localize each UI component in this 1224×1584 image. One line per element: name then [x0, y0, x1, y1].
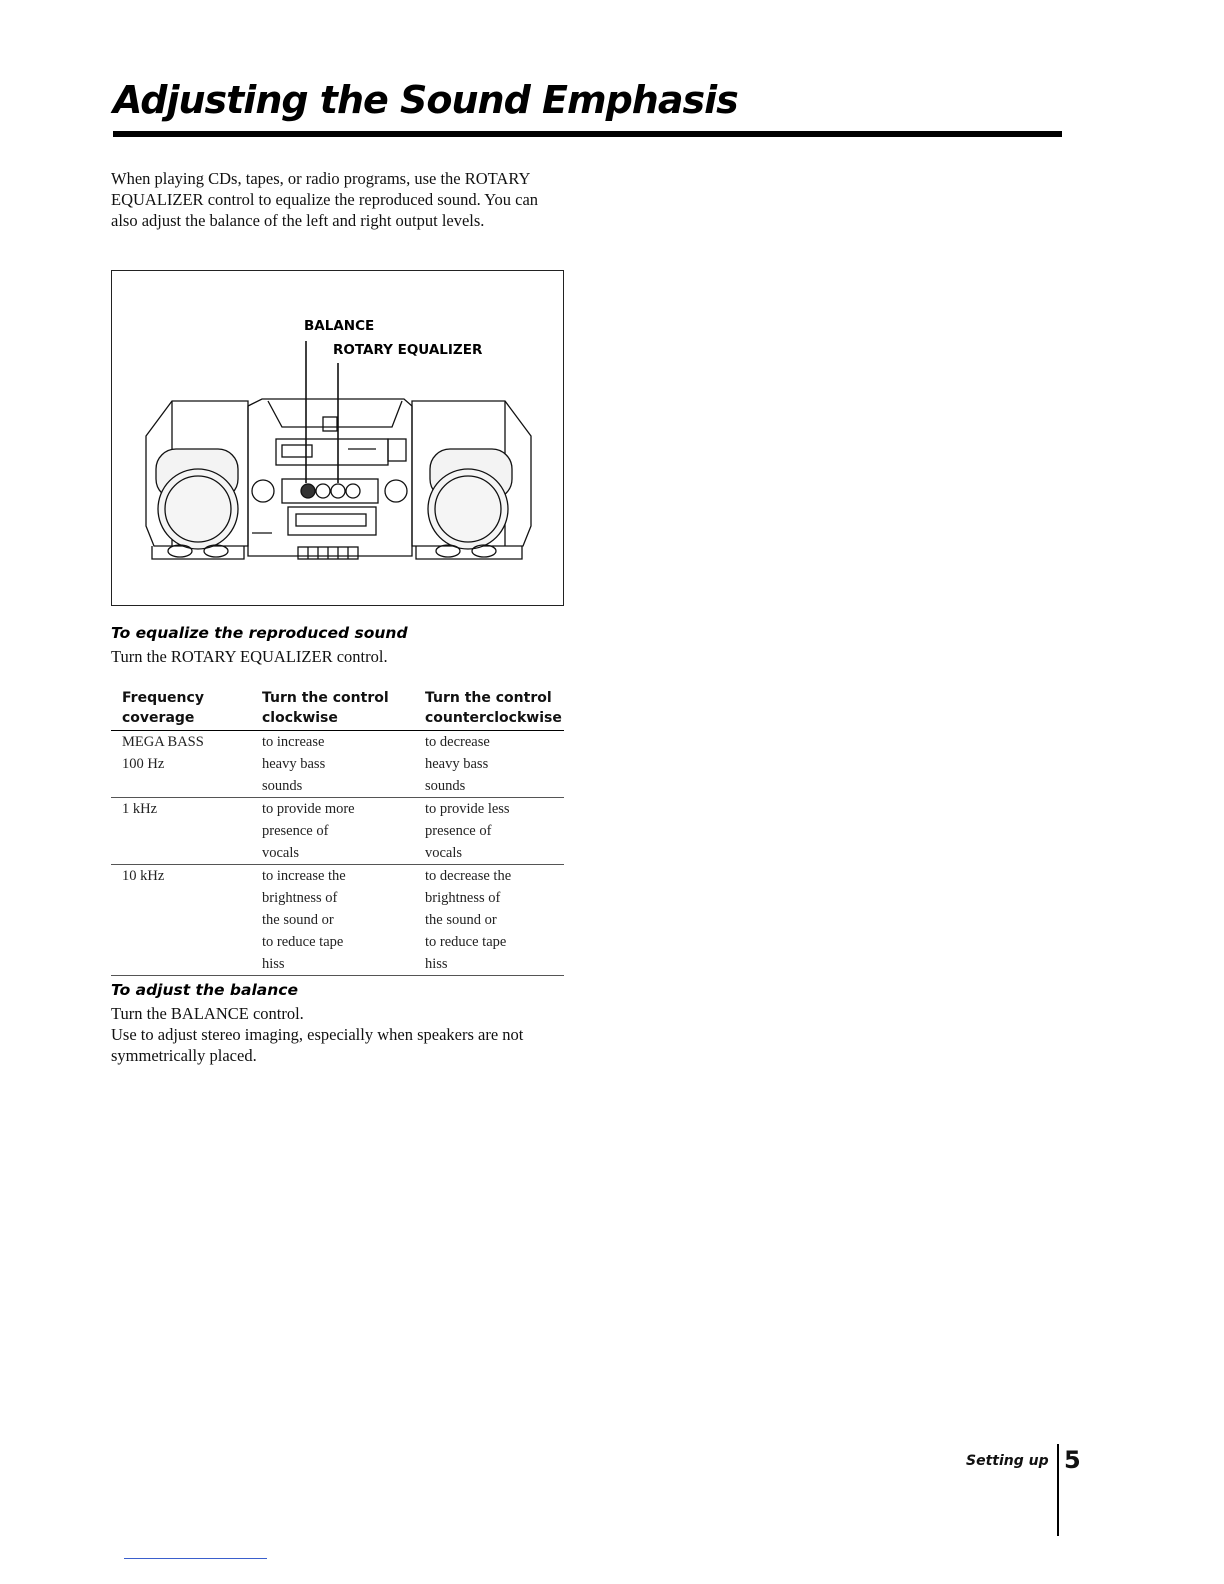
balance-label: BALANCE — [304, 318, 375, 334]
table-header-row — [111, 688, 564, 731]
header-clockwise: Turn the control clockwise — [251, 688, 414, 731]
section-footer-label: Setting up — [966, 1453, 1049, 1469]
rotary-equalizer-label: ROTARY EQUALIZER — [333, 342, 483, 358]
table-row: to reduce tape to reduce tape — [262, 934, 507, 950]
intro-paragraph: When playing CDs, tapes, or radio programs, use the ROTARY EQUALIZER control to equalize the reproduced sound. You can also adjust the balance of the left and right output levels. — [111, 169, 539, 230]
balance-line-2: Use to adjust stereo imaging, especially when speakers are not symmetrically placed. — [111, 1025, 524, 1065]
header-counterclockwise: Turn the control counterclockwise — [414, 688, 564, 731]
table-row: MEGA BASS to increase to decrease — [122, 734, 490, 750]
table-row: vocals vocals — [111, 842, 564, 865]
footer-rule — [1057, 1444, 1059, 1536]
balance-line-1: Turn the BALANCE control. — [111, 1004, 304, 1023]
boombox-figure — [111, 270, 564, 606]
header-frequency: Frequency coverage — [111, 688, 251, 731]
equalize-heading: To equalize the reproduced sound — [111, 624, 408, 642]
table-row: 1 kHz to provide more to provide less — [122, 801, 510, 817]
table-row: 10 kHz to increase the to decrease the — [122, 868, 512, 884]
table-row: the sound or the sound or — [262, 912, 497, 928]
table-row: presence of presence of — [262, 823, 492, 839]
table-row: hiss hiss — [111, 953, 564, 976]
page-number: 5 — [1064, 1446, 1081, 1474]
balance-heading: To adjust the balance — [111, 981, 298, 999]
equalize-text: Turn the ROTARY EQUALIZER control. — [111, 647, 388, 666]
title-rule — [113, 131, 1062, 137]
bottom-decorative-line — [124, 1558, 267, 1559]
page-title: Adjusting the Sound Emphasis — [113, 78, 738, 122]
table-row: sounds sounds — [111, 775, 564, 798]
table-row: 100 Hz heavy bass heavy bass — [122, 756, 489, 772]
equalizer-table — [111, 688, 564, 976]
table-row: brightness of brightness of — [262, 890, 501, 906]
